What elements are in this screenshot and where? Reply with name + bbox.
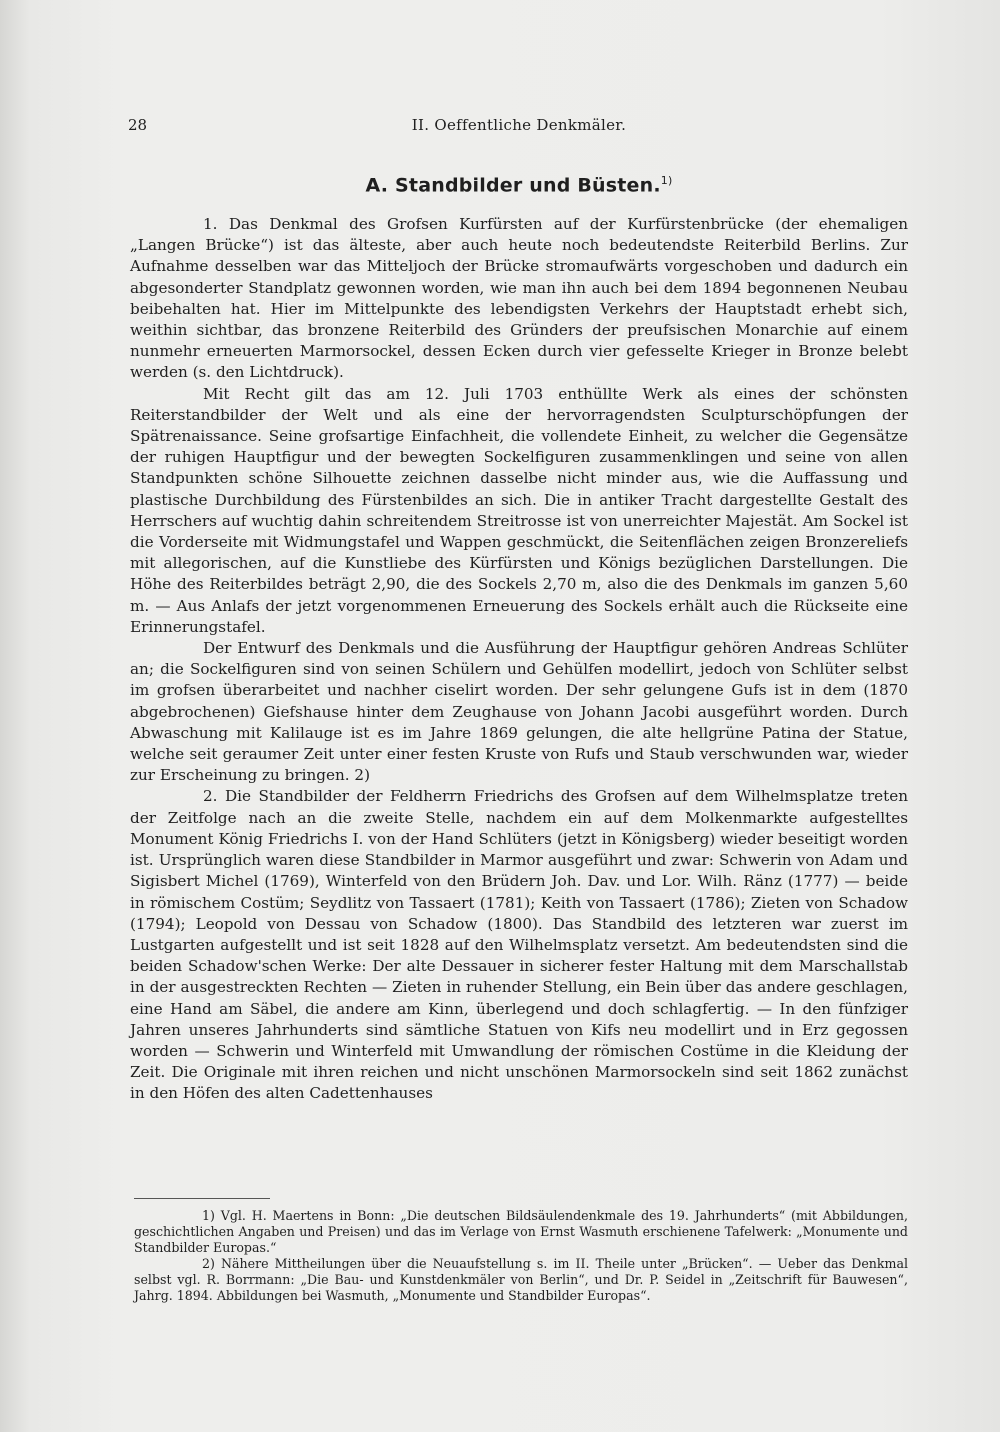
footnote-2: 2) Nähere Mittheilungen über die Neuaufstellung s. im II. Theile unter „Brücken“. — Ueber das Denkmal selbst vgl. R. Borrmann: „Die Bau- und Kunstdenkmäler von Berlin“, und Dr. P. Seidel in „Zeitschrift für Bauwesen“, Jahrg. 1894. Abbildungen bei Wasmuth, „Monumente und Standbilder Europas“.	[134, 1256, 908, 1303]
footnote-mark: 1)	[660, 174, 673, 187]
body-text	[130, 214, 908, 1105]
paragraph-2: Mit Recht gilt das am 12. Juli 1703 enthüllte Werk als eines der schönsten Reiterstandbilder der Welt und als eine der hervorragendsten Sculpturschöpfungen der Spätrenaissance. Seine grofsartige Einfachheit, die vollendete Einheit, zu welcher die Gegensätze der ruhigen Hauptfigur und der bewegten Sockelfiguren zusammenklingen und seine von allen Standpunkten schöne Silhouette zeichnen dasselbe nicht minder aus, wie die Auffassung und plastische Durchbildung des Fürstenbildes an sich. Die in antiker Tracht dargestellte Gestalt des Herrschers auf wuchtig dahin schreitendem Streitrosse ist von unerreichter Majestät. Am Sockel ist die Vorderseite mit Widmungstafel und Wappen geschmückt, die Seitenflächen zeigen Bronzereliefs mit allegorischen, auf die Kunstliebe des Kürfürsten und Königs bezüglichen Darstellungen. Die Höhe des Reiterbildes beträgt 2,90, die des Sockels 2,70 m, also die des Denkmals im ganzen 5,60 m. — Aus Anlafs der jetzt vorgenommenen Erneuerung des Sockels erhält auch die Rückseite eine Erinnerungstafel.	[130, 384, 908, 636]
running-head	[128, 116, 910, 140]
footnote-1: 1) Vgl. H. Maertens in Bonn: „Die deutschen Bildsäulendenkmale des 19. Jahrhunderts“ (mit Abbildungen, geschichtlichen Angaben und Preisen) und das im Verlage von Ernst Wasmuth erschienene Tafelwerk: „Monumente und Standbilder Europas.“	[134, 1208, 908, 1255]
page-number: 28	[128, 116, 148, 134]
chapter-title: II. Oeffentliche Denkmäler.	[411, 116, 627, 134]
section-title	[128, 174, 910, 196]
section-title-text: A. Standbilder und Büsten.	[365, 174, 661, 197]
footnote-rule	[134, 1198, 270, 1199]
paragraph-4: 2. Die Standbilder der Feldherrn Friedrichs des Grofsen auf dem Wilhelmsplatze treten der Zeitfolge nach an die zweite Stelle, nachdem ein auf dem Molkenmarkte aufgestelltes Monument König Friedrichs I. von der Hand Schlüters (jetzt in Königsberg) wieder beseitigt worden ist. Ursprünglich waren diese Standbilder in Marmor ausgeführt und zwar: Schwerin von Adam und Sigisbert Michel (1769), Winterfeld von den Brüdern Joh. Dav. und Lor. Wilh. Ränz (1777) — beide in römischem Costüm; Seydlitz von Tassaert (1781); Keith von Tassaert (1786); Zieten von Schadow (1794); Leopold von Dessau von Schadow (1800). Das Standbild des letzteren war zuerst im Lustgarten aufgestellt und ist seit 1828 auf den Wilhelmsplatz versetzt. Am bedeutendsten sind die beiden Schadow'schen Werke: Der alte Dessauer in sicherer fester Haltung mit dem Marschallstab in der ausgestreckten Rechten — Zieten in ruhender Stellung, ein Bein über das andere geschlagen, eine Hand am Säbel, die andere am Kinn, überlegend und doch schlagfertig. — In den fünfziger Jahren unseres Jahrhunderts sind sämtliche Statuen von Kifs neu modellirt und in Erz gegossen worden — Schwerin und Winterfeld mit Umwandlung der römischen Costüme in die Kleidung der Zeit. Die Originale mit ihren reichen und nicht unschönen Marmorsockeln sind seit 1862 zunächst in den Höfen des alten Cadettenhauses	[130, 787, 908, 1103]
paragraph-1: 1. Das Denkmal des Grofsen Kurfürsten auf der Kurfürstenbrücke (der ehemaligen „Langen Brücke“) ist das älteste, aber auch heute noch bedeutendste Reiterbild Berlins. Zur Aufnahme desselben war das Mitteljoch der Brücke stromaufwärts vorgeschoben und dadurch ein abgesonderter Standplatz gewonnen worden, wie man ihn auch bei dem 1894 begonnenen Neubau beibehalten hat. Hier im Mittelpunkte des lebendigsten Verkehrs der Hauptstadt erhebt sich, weithin sichtbar, das bronzene Reiterbild des Gründers der preufsischen Monarchie auf einem nunmehr erneuerten Marmorsockel, dessen Ecken durch vier gefesselte Krieger in Bronze belebt werden (s. den Lichtdruck).	[130, 215, 908, 382]
footnotes	[134, 1208, 908, 1304]
paragraph-3: Der Entwurf des Denkmals und die Ausführung der Hauptfigur gehören Andreas Schlüter an; die Sockelfiguren sind von seinen Schülern und Gehülfen modellirt, jedoch von Schlüter selbst im grofsen überarbeitet und nachher ciselirt worden. Der sehr gelungene Gufs ist in dem (1870 abgebrochenen) Giefshause hinter dem Zeughause von Johann Jacobi ausgeführt worden. Durch Abwaschung mit Kalilauge ist es im Jahre 1869 gelungen, die alte hellgrüne Patina der Statue, welche seit geraumer Zeit unter einer festen Kruste von Rufs und Staub verschwunden war, wieder zur Erscheinung zu bringen. 2)	[130, 639, 908, 785]
